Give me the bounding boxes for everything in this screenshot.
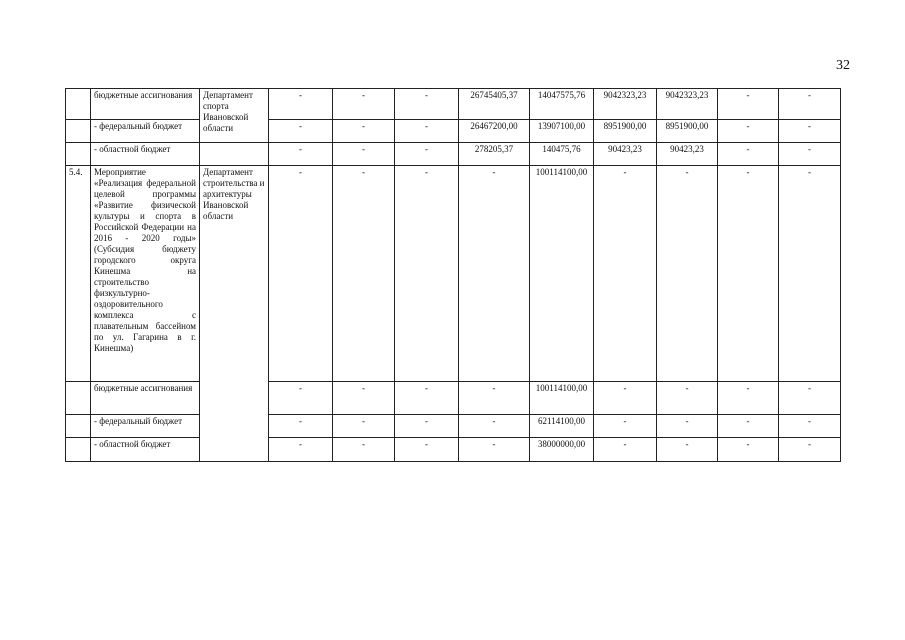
value-cell: - bbox=[395, 382, 459, 415]
value-cell: - bbox=[459, 166, 530, 382]
value-cell: - bbox=[594, 415, 657, 438]
value-cell: - bbox=[333, 415, 395, 438]
table-row bbox=[66, 143, 841, 166]
value-cell: - bbox=[269, 438, 333, 462]
value-cell: - bbox=[459, 382, 530, 415]
value-cell: - bbox=[779, 143, 841, 166]
value-cell: - bbox=[269, 382, 333, 415]
row-index bbox=[66, 415, 91, 438]
value-cell: 8951900,00 bbox=[657, 120, 718, 143]
value-cell: 100114100,00 bbox=[530, 166, 594, 382]
value-cell: - bbox=[779, 120, 841, 143]
row-name: бюджетные ассигнования bbox=[91, 89, 200, 120]
value-cell: - bbox=[269, 120, 333, 143]
value-cell: 9042323,23 bbox=[594, 89, 657, 120]
row-index bbox=[66, 89, 91, 120]
value-cell: 62114100,00 bbox=[530, 415, 594, 438]
value-cell: 14047575,76 bbox=[530, 89, 594, 120]
value-cell: 100114100,00 bbox=[530, 382, 594, 415]
row-name: - областной бюджет bbox=[91, 438, 200, 462]
value-cell: - bbox=[718, 143, 779, 166]
value-cell: - bbox=[657, 438, 718, 462]
row-executor: Департамент строительства и архитектуры Ивановской области bbox=[200, 166, 269, 462]
value-cell: - bbox=[718, 120, 779, 143]
value-cell: - bbox=[395, 143, 459, 166]
value-cell: - bbox=[779, 89, 841, 120]
value-cell: - bbox=[718, 166, 779, 382]
value-cell: - bbox=[594, 438, 657, 462]
value-cell: - bbox=[718, 382, 779, 415]
value-cell: - bbox=[657, 166, 718, 382]
value-cell: - bbox=[779, 166, 841, 382]
row-name: бюджетные ассигнования bbox=[91, 382, 200, 415]
value-cell: 90423,23 bbox=[657, 143, 718, 166]
row-index bbox=[66, 438, 91, 462]
value-cell: - bbox=[657, 382, 718, 415]
value-cell: - bbox=[395, 120, 459, 143]
budget-table bbox=[65, 88, 841, 462]
value-cell: - bbox=[718, 415, 779, 438]
value-cell: - bbox=[333, 89, 395, 120]
value-cell: 26745405,37 bbox=[459, 89, 530, 120]
value-cell: 38000000,00 bbox=[530, 438, 594, 462]
table-row bbox=[66, 438, 841, 462]
value-cell: - bbox=[779, 382, 841, 415]
value-cell: 9042323,23 bbox=[657, 89, 718, 120]
value-cell: - bbox=[459, 438, 530, 462]
value-cell: 13907100,00 bbox=[530, 120, 594, 143]
row-name: - федеральный бюджет bbox=[91, 120, 200, 143]
row-name: Мероприятие «Реализация федеральной целевой программы «Развитие физической культуры и спорта в Российской Федерации на 2016 - 2020 годы» (Субсидия бюджету городского округа Кинешма на строительство физкультурно-оздоровительного комплекса с плавательным бассейном по ул. Гагарина в г. Кинешма) bbox=[91, 166, 200, 382]
value-cell: 90423,23 bbox=[594, 143, 657, 166]
table-row bbox=[66, 120, 841, 143]
value-cell: - bbox=[395, 89, 459, 120]
value-cell: - bbox=[333, 438, 395, 462]
value-cell: - bbox=[395, 166, 459, 382]
row-name: - областной бюджет bbox=[91, 143, 200, 166]
table-row bbox=[66, 382, 841, 415]
value-cell: - bbox=[333, 120, 395, 143]
page-number: 32 bbox=[836, 58, 850, 73]
value-cell: - bbox=[269, 143, 333, 166]
value-cell: - bbox=[269, 89, 333, 120]
table-row bbox=[66, 89, 841, 120]
row-index bbox=[66, 143, 91, 166]
value-cell: - bbox=[395, 438, 459, 462]
value-cell: - bbox=[269, 166, 333, 382]
row-index: 5.4. bbox=[66, 166, 91, 382]
row-index bbox=[66, 382, 91, 415]
value-cell: - bbox=[718, 438, 779, 462]
row-index bbox=[66, 120, 91, 143]
value-cell: - bbox=[779, 438, 841, 462]
value-cell: - bbox=[395, 415, 459, 438]
value-cell: - bbox=[333, 143, 395, 166]
value-cell: - bbox=[779, 415, 841, 438]
value-cell: - bbox=[657, 415, 718, 438]
value-cell: - bbox=[594, 166, 657, 382]
value-cell: 26467200,00 bbox=[459, 120, 530, 143]
value-cell: - bbox=[333, 166, 395, 382]
value-cell: - bbox=[718, 89, 779, 120]
value-cell: - bbox=[269, 415, 333, 438]
row-executor-empty bbox=[200, 143, 269, 166]
value-cell: - bbox=[459, 415, 530, 438]
table-row bbox=[66, 415, 841, 438]
row-executor: Департамент спорта Ивановской области bbox=[200, 89, 269, 143]
table-row bbox=[66, 166, 841, 382]
row-name: - федеральный бюджет bbox=[91, 415, 200, 438]
value-cell: 278205,37 bbox=[459, 143, 530, 166]
value-cell: 8951900,00 bbox=[594, 120, 657, 143]
value-cell: - bbox=[594, 382, 657, 415]
value-cell: - bbox=[333, 382, 395, 415]
value-cell: 140475,76 bbox=[530, 143, 594, 166]
